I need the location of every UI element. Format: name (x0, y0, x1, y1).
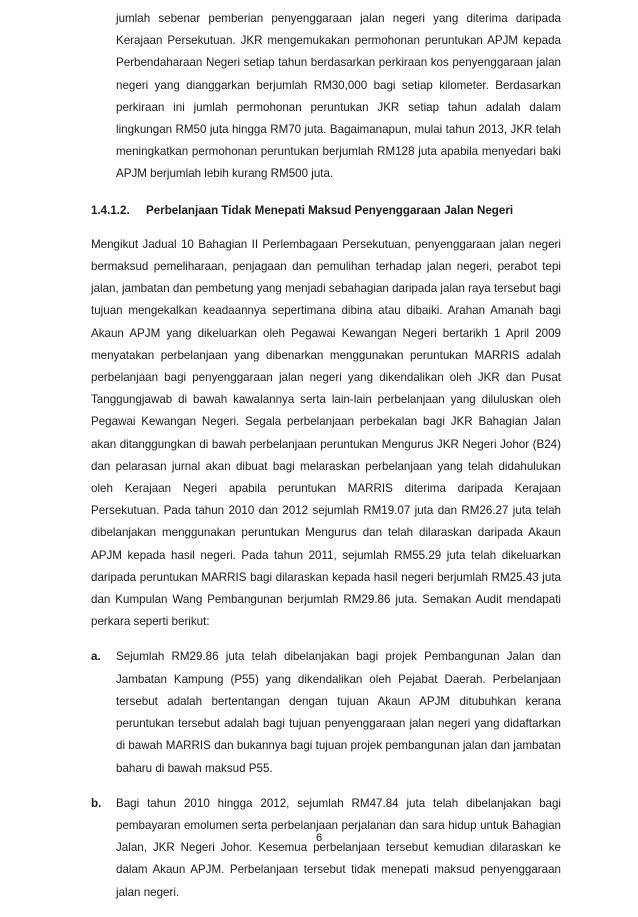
section-heading (91, 200, 561, 222)
section-title: Perbelanjaan Tidak Menepati Maksud Penyenggaraan Jalan Negeri (146, 203, 514, 217)
section-number: 1.4.1.2. (91, 203, 130, 217)
intro-paragraph: jumlah sebenar pemberian penyenggaraan jalan negeri yang diterima daripada Kerajaan Persekutuan. JKR mengemukakan permohonan peruntukan APJM kepada Perbendaharaan Negeri setiap tahun berdasarkan perkiraan kos penyenggaraan jalan negeri yang dianggarkan berjumlah RM30,000 bagi setiap kilometer. Berdasarkan perkiraan ini jumlah permohonan peruntukan JKR setiap tahun adalah dalam lingkungan RM50 juta hingga RM70 juta. Bagaimanapun, mulai tahun 2013, JKR telah meningkatkan permohonan peruntukan berjumlah RM128 juta apabila menyedari baki APJM berjumlah lebih kurang RM500 juta. (116, 12, 561, 181)
page-number: 6 (315, 832, 323, 844)
main-paragraph: Mengikut Jadual 10 Bahagian II Perlembagaan Persekutuan, penyenggaraan jalan negeri bermaksud pemeliharaan, penjagaan dan pemulihan terhadap jalan negeri, perabot tepi jalan, jambatan dan pembetung yang menjadi sebahagian daripada jalan raya tersebut bagi tujuan mengekalkan keadaannya sepertimana dibina atau dibaiki. Arahan Amanah bagi Akaun APJM yang dikeluarkan oleh Pegawai Kewangan Negeri bertarikh 1 April 2009 menyatakan perbelanjaan yang dibenarkan menggunakan peruntukan MARRIS adalah perbelanjaan bagi penyenggaraan jalan negeri yang dikendalikan oleh JKR dan Pusat Tanggungjawab di bawah kawalannya serta lain-lain perbelanjaan yang diluluskan oleh Pegawai Kewangan Negeri. Segala perbelanjaan perbekalan bagi JKR Bahagian Jalan akan ditanggungkan di bawah perbelanjaan peruntukan Mengurus JKR Negeri Johor (B24) dan pelarasan jurnal akan dibuat bagi melaraskan perbelanjaan yang telah didahulukan oleh Kerajaan Negeri apabila peruntukan MARRIS diterima daripada Kerajaan Persekutuan. Pada tahun 2010 dan 2012 sejumlah RM19.07 juta dan RM26.27 juta telah dibelanjakan menggunakan peruntukan Mengurus dan telah dilaraskan daripada Akaun APJM kepada hasil negeri. Pada tahun 2011, sejumlah RM55.29 juta telah dikeluarkan daripada peruntukan MARRIS bagi dilaraskan kepada hasil negeri berjumlah RM25.43 juta dan Kumpulan Wang Pembangunan berjumlah RM29.86 juta. Semakan Audit mendapati perkara seperti berikut: (91, 237, 561, 629)
document-page (91, 8, 561, 917)
list-item (91, 646, 561, 779)
list-item-marker: a. (91, 650, 101, 664)
list-item-text: Sejumlah RM29.86 juta telah dibelanjakan bagi projek Pembangunan Jalan dan Jambatan Kampung (P55) yang dikendalikan oleh Pejabat Daerah. Perbelanjaan tersebut adalah bertentangan dengan tujuan Akaun APJM ditubuhkan kerana peruntukan tersebut adalah bagi tujuan penyenggaraan jalan negeri yang didaftarkan di bawah MARRIS dan bukannya bagi tujuan projek pembangunan jalan dan jambatan baharu di bawah maksud P55. (116, 650, 561, 775)
list-item-marker: b. (91, 796, 102, 810)
list-item-text: Bagi tahun 2010 hingga 2012, sejumlah RM47.84 juta telah dibelanjakan bagi pembayaran emolumen serta perbelanjaan perjalanan dan sara hidup untuk Bahagian Jalan, JKR Negeri Johor. Kesemua perbelanjaan tersebut kemudian dilaraskan ke dalam Akaun APJM. Perbelanjaan tersebut tidak menepati maksud penyenggaraan jalan negeri. (116, 796, 561, 899)
